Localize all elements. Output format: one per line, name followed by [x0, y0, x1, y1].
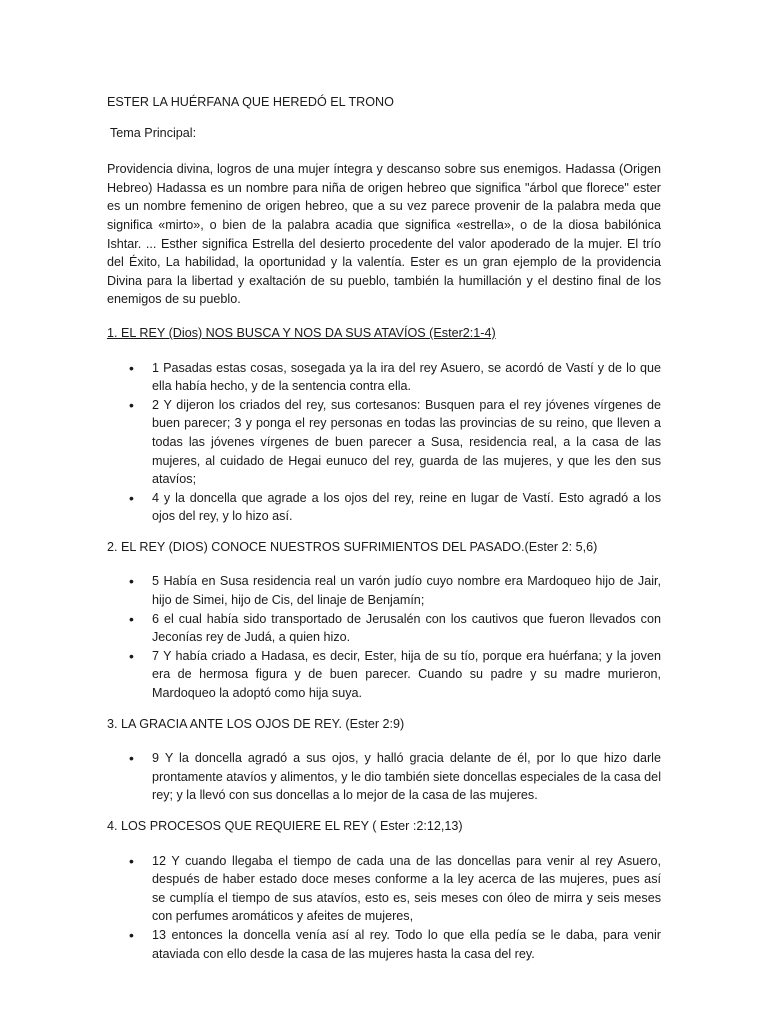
- list-item: • 6 el cual había sido transportado de Jerusalén con los cautivos que fueron llevados con Jeconías rey de Judá, a quien hizo.: [107, 610, 661, 647]
- list-item: • 2 Y dijeron los criados del rey, sus cortesanos: Busquen para el rey jóvenes vírgenes de buen parecer; 3 y ponga el rey personas en todas las provincias de su reino, que lleven a todas las jóvenes vírgenes de buen parecer a Susa, residencia real, a la casa de las mujeres, al cuidado de Hegai eunuco del rey, guarda de las mujeres, y que les den sus atavíos;: [107, 396, 661, 489]
- bullet-list: [107, 852, 661, 964]
- list-item: • 4 y la doncella que agrade a los ojos del rey, reine en lugar de Vastí. Esto agradó a los ojos del rey, y lo hizo así.: [107, 489, 661, 526]
- bullet-list: [107, 359, 661, 526]
- document-title: ESTER LA HUÉRFANA QUE HEREDÓ EL TRONO: [107, 95, 394, 109]
- list-item: • 7 Y había criado a Hadasa, es decir, Ester, hija de su tío, porque era huérfana; y la joven era de hermosa figura y de buen parecer. Cuando su padre y su madre murieron, Mardoqueo la adoptó como hija suya.: [107, 647, 661, 703]
- section-heading-text: 1. EL REY (Dios) NOS BUSCA Y NOS DA SUS ATAVÍOS (Ester2:1-4): [107, 325, 496, 340]
- section-heading: 4. LOS PROCESOS QUE REQUIERE EL REY ( Ester :2:12,13): [107, 819, 463, 833]
- list-item: • 9 Y la doncella agradó a sus ojos, y halló gracia delante de él, por lo que hizo darle prontamente atavíos y alimentos, y le dio también siete doncellas especiales de la casa del rey; y la llevó con sus doncellas a lo mejor de la casa de las mujeres.: [107, 749, 661, 805]
- document-page: [107, 93, 661, 975]
- section-heading: [107, 324, 661, 343]
- document-subtitle: Tema Principal:: [110, 125, 197, 140]
- intro-paragraph: Providencia divina, logros de una mujer íntegra y descanso sobre sus enemigos. Hadassa (Origen Hebreo) Hadassa es un nombre para niña de origen hebreo que significa "árbol que florece" ester es un nombre femenino de origen hebreo, que a su vez parece provenir de la palabra meda que significa «mirto», o bien de la palabra acadia que significa «estrella», o de la diosa babilónica Ishtar. ... Esther significa Estrella del desierto procedente del valor apoderado de la mujer. El trío del Éxito, La habilidad, la oportunidad y la valentía. Ester es un gran ejemplo de la providencia Divina para la libertad y exaltación de su pueblo, también la humillación y el destino final de los enemigos de su pueblo.: [107, 162, 661, 307]
- section-heading: 3. LA GRACIA ANTE LOS OJOS DE REY. (Ester 2:9): [107, 716, 405, 731]
- bullet-list: [107, 572, 661, 702]
- bullet-list: [107, 749, 661, 805]
- list-item: • 5 Había en Susa residencia real un varón judío cuyo nombre era Mardoqueo hijo de Jair, hijo de Simei, hijo de Cis, del linaje de Benjamín;: [107, 572, 661, 609]
- list-item: • 1 Pasadas estas cosas, sosegada ya la ira del rey Asuero, se acordó de Vastí y de lo que ella había hecho, y de la sentencia contra ella.: [107, 359, 661, 396]
- section-heading: 2. EL REY (DIOS) CONOCE NUESTROS SUFRIMIENTOS DEL PASADO.(Ester 2: 5,6): [107, 539, 598, 554]
- list-item: • 12 Y cuando llegaba el tiempo de cada una de las doncellas para venir al rey Asuero, después de haber estado doce meses conforme a la ley acerca de las mujeres, pues así se cumplía el tiempo de sus atavíos, esto es, seis meses con óleo de mirra y seis meses con perfumes aromáticos y afeites de mujeres,: [107, 852, 661, 926]
- list-item: • 13 entonces la doncella venía así al rey. Todo lo que ella pedía se le daba, para venir ataviada con ello desde la casa de las mujeres hasta la casa del rey.: [107, 926, 661, 963]
